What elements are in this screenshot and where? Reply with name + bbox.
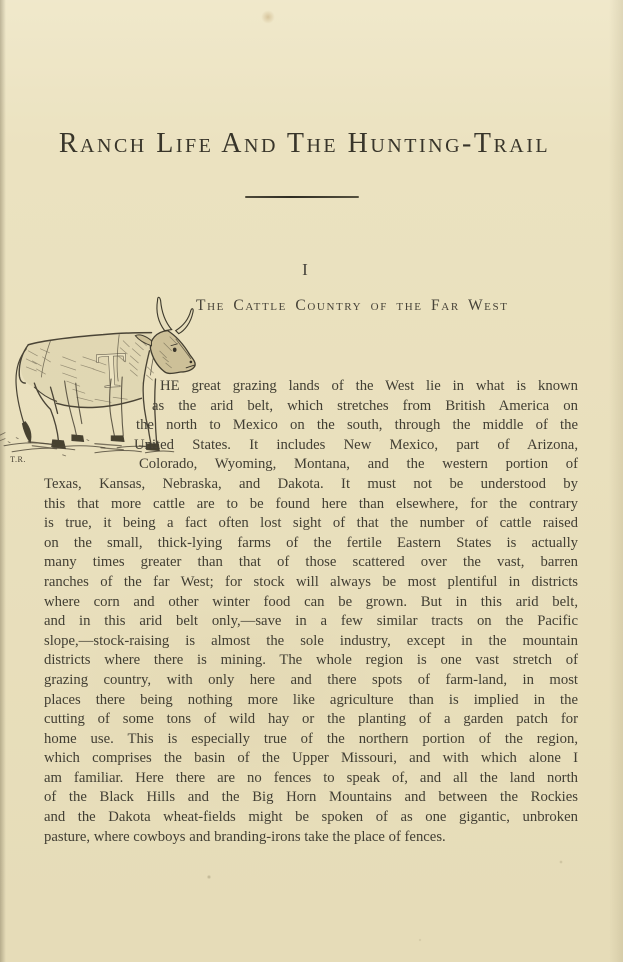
- chapter-title: The Cattle Country of the Far West: [196, 297, 509, 314]
- book-title: Ranch Life And The Hunting-Trail: [58, 128, 551, 159]
- title-divider-rule: [245, 196, 359, 198]
- paragraph-line: is true, it being a fact often lost sight of that the number of cattle raised: [44, 515, 578, 532]
- paragraph-line: am familiar. Here there are no fences to speak of, and all the land north: [44, 769, 578, 786]
- paragraph-line: as the arid belt, which stretches from British America on: [152, 397, 578, 414]
- paragraph-line: Texas, Kansas, Nebraska, and Dakota. It must not be understood by: [44, 475, 578, 492]
- chapter-number: I: [302, 260, 309, 279]
- paragraph-line: where corn and other winter food can be grown. But in this arid belt,: [44, 593, 578, 610]
- paragraph-line: and in this arid belt only,—save in a few similar tracts on the Pacific: [44, 613, 578, 630]
- body-paragraph: [44, 377, 578, 847]
- paragraph-line: ranches of the far West; for stock will always be most plentiful in districts: [44, 573, 578, 590]
- paragraph-line: districts where there is mining. The whole region is one vast stretch of: [44, 652, 578, 669]
- paragraph-line: home use. This is especially true of the northern portion of the region,: [44, 730, 578, 747]
- paragraph-line: this that more cattle are to be found here than elsewhere, for the contrary: [44, 495, 578, 512]
- artist-signature: T.R.: [10, 454, 26, 464]
- paragraph-line: the north to Mexico on the south, through the middle of the: [136, 417, 578, 434]
- paragraph-line: on the small, thick-lying farms of the fertile Eastern States is actually: [44, 534, 578, 551]
- paragraph-line: Colorado, Wyoming, Montana, and the western portion of: [139, 456, 578, 473]
- paragraph-line: pasture, where cowboys and branding-irons take the place of fences.: [44, 828, 446, 845]
- paragraph-line: places there being nothing more like agriculture than is implied in the: [44, 691, 578, 708]
- paragraph-line: and the Dakota wheat-fields might be spoken of as one gigantic, unbroken: [44, 809, 578, 826]
- steer-horns: [157, 297, 193, 333]
- paragraph-line: grazing country, with only here and there spots of farm-land, in most: [44, 671, 578, 688]
- paragraph-line: United States. It includes New Mexico, part of Arizona,: [134, 436, 578, 453]
- paragraph-line: HE great grazing lands of the West lie in what is known: [160, 378, 578, 394]
- paragraph-line: slope,—stock-raising is almost the sole industry, except in the mountain: [44, 632, 578, 649]
- paragraph-line: cutting of some tons of wild hay or the planting of a garden patch for: [44, 711, 578, 728]
- paragraph-line: many times greater than that of those scattered over the vast, barren: [44, 554, 578, 571]
- paragraph-line: which comprises the basin of the Upper Missouri, and with which alone I: [44, 750, 578, 767]
- paragraph-line: of the Black Hills and the Big Horn Mountains and between the Rockies: [44, 789, 578, 806]
- brand-letter: T: [94, 341, 129, 399]
